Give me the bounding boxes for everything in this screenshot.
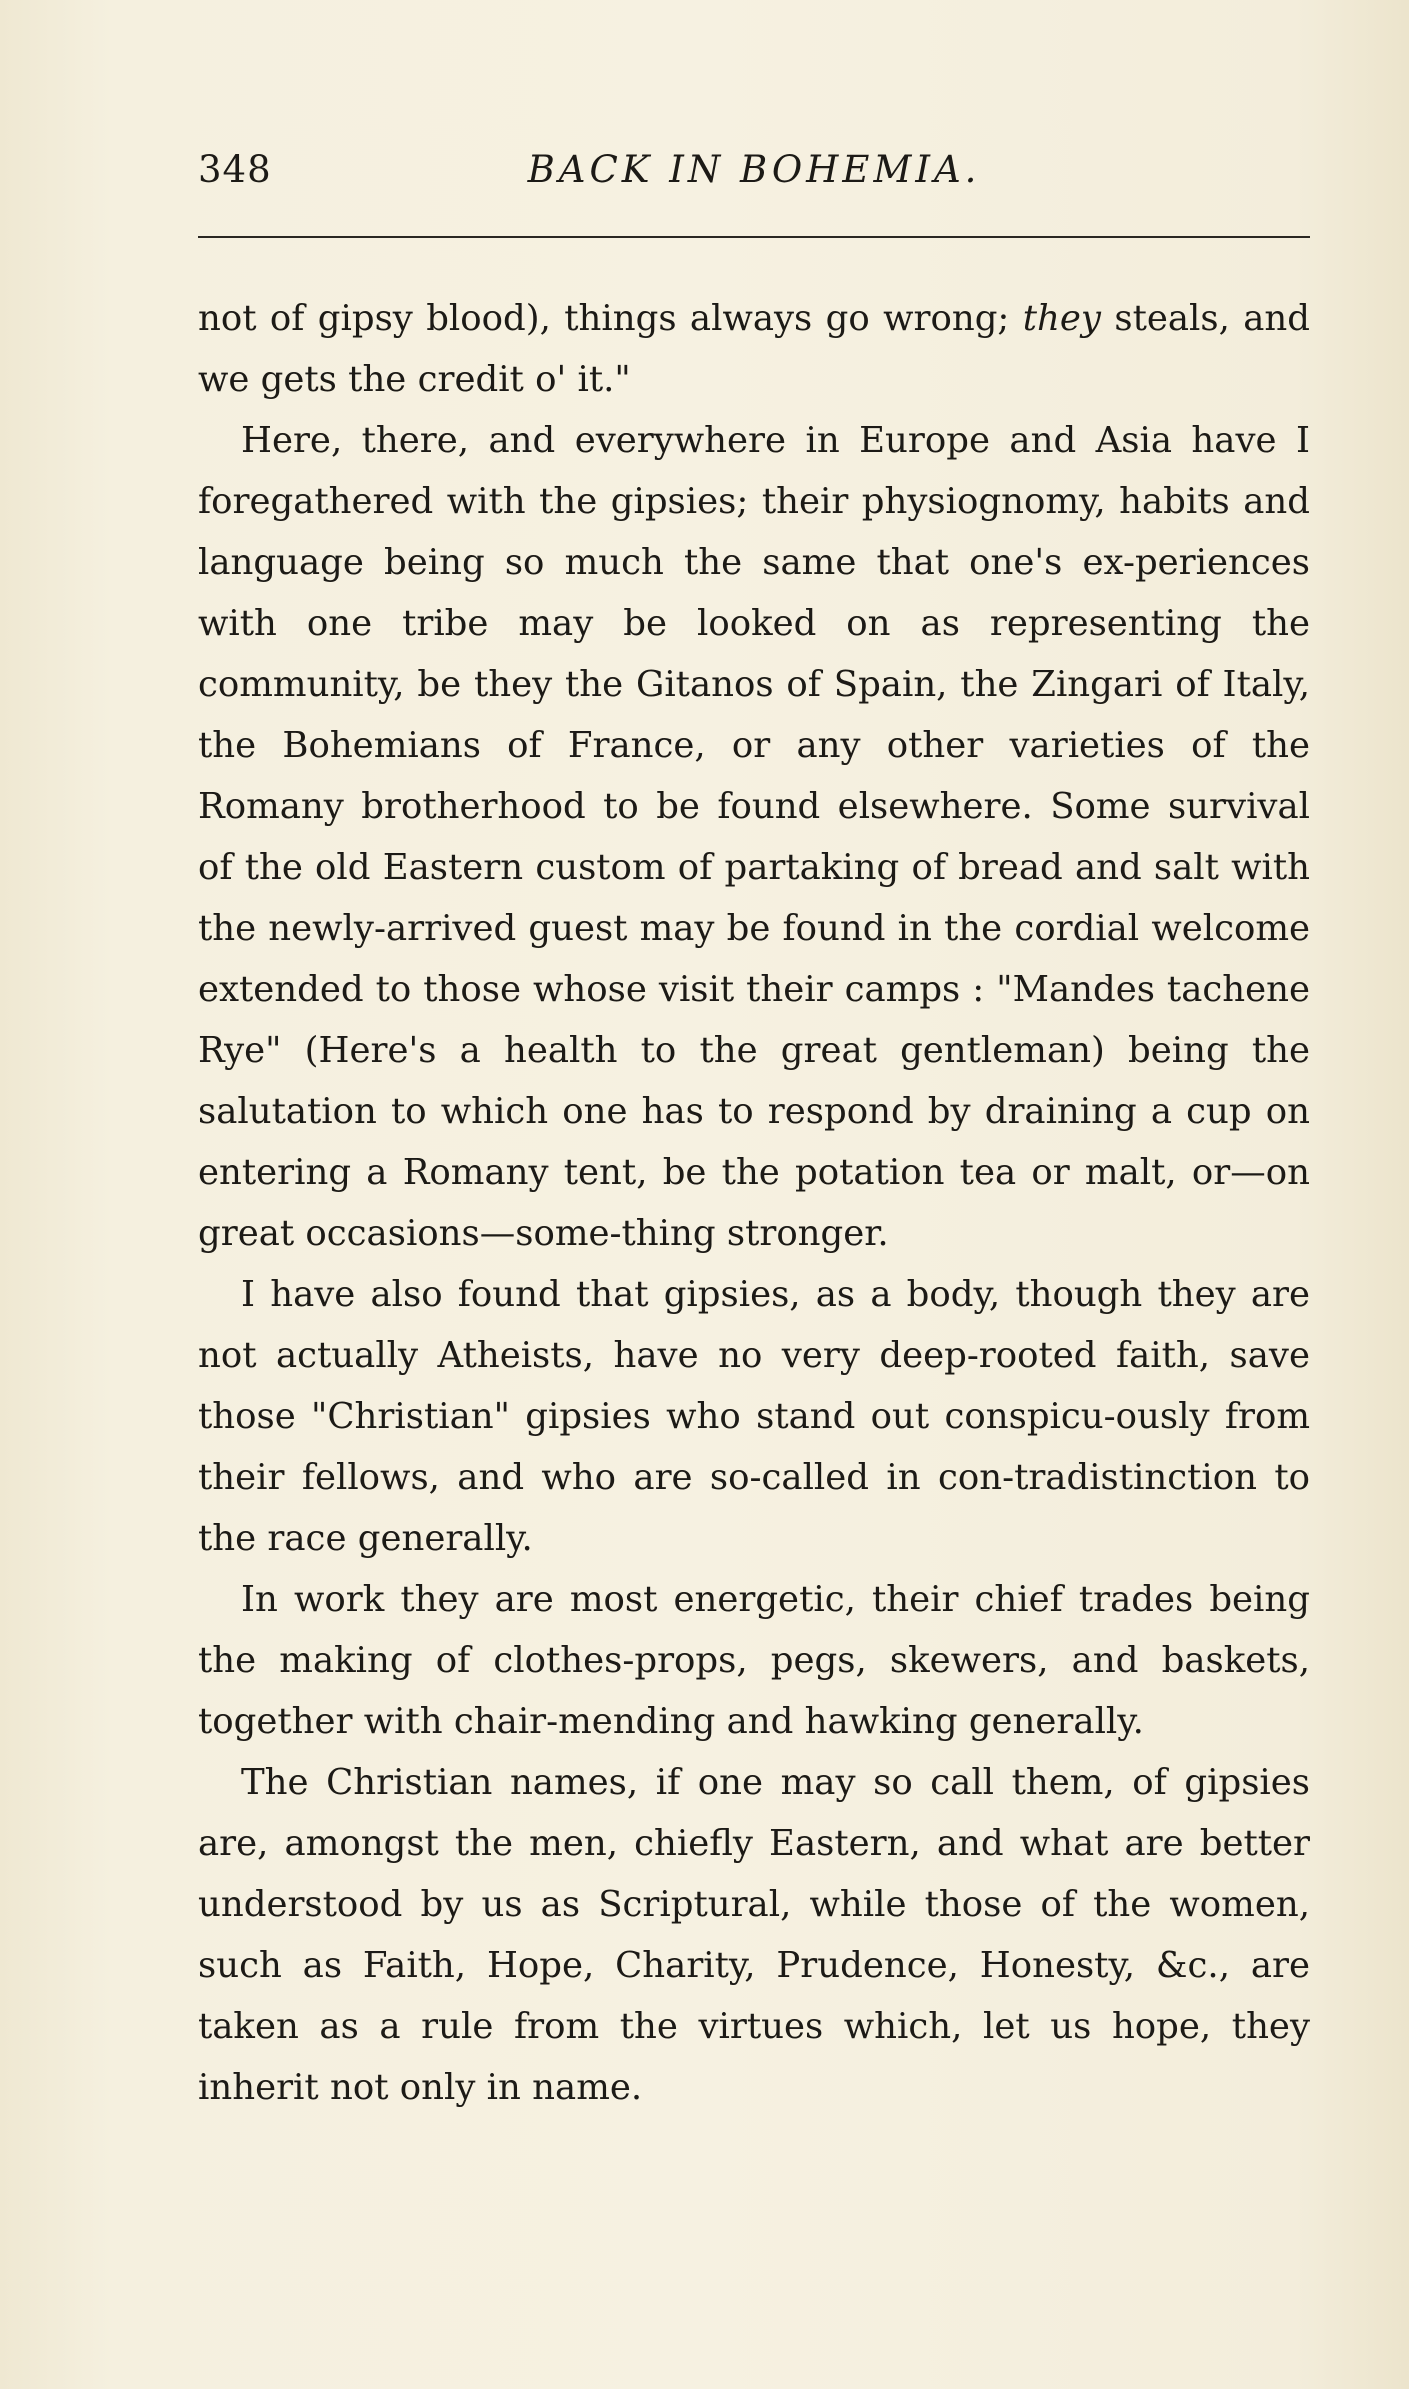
paragraph: I have also found that gipsies, as a body, though they are not actually Atheists, have no very deep-rooted faith, save those "Christian" gipsies who stand out conspicu-ously from their fellows, and who are so-called in con-tradistinction to the race generally. bbox=[198, 1274, 1310, 1559]
header-rule bbox=[198, 236, 1310, 238]
page-header bbox=[198, 148, 1310, 208]
italic-word: they bbox=[1022, 298, 1101, 339]
paragraph: The Christian names, if one may so call them, of gipsies are, amongst the men, chiefly Eastern, and what are better understood by us as Scriptural, while those of the women, such as Faith, Hope, Charity, Prudence, Honesty, &c., are taken as a rule from the virtues which, let us hope, they inherit not only in name. bbox=[198, 1762, 1310, 2108]
page-number: 348 bbox=[198, 148, 272, 191]
paragraph-text: not of gipsy blood), things always go wrong; bbox=[198, 298, 1023, 339]
running-title: BACK IN BOHEMIA. bbox=[527, 148, 981, 191]
paragraph bbox=[198, 288, 1310, 410]
body-text bbox=[198, 288, 1310, 2118]
paragraph-text: steals, and we gets the credit o' it." bbox=[198, 298, 1310, 400]
paragraph: In work they are most energetic, their chief trades being the making of clothes-props, pegs, skewers, and baskets, together with chair-mending and hawking generally. bbox=[198, 1579, 1310, 1742]
paragraph: Here, there, and everywhere in Europe and Asia have I foregathered with the gipsies; their physiognomy, habits and language being so much the same that one's ex-periences with one tribe may be looked on as representing the community, be they the Gitanos of Spain, the Zingari of Italy, the Bohemians of France, or any other varieties of the Romany brotherhood to be found elsewhere. Some survival of the old Eastern custom of partaking of bread and salt with the newly-arrived guest may be found in the cordial welcome extended to those whose visit their camps : "Mandes tachene Rye" (Here's a health to the great gentleman) being the salutation to which one has to respond by draining a cup on entering a Romany tent, be the potation tea or malt, or—on great occasions—some-thing stronger. bbox=[198, 420, 1310, 1254]
